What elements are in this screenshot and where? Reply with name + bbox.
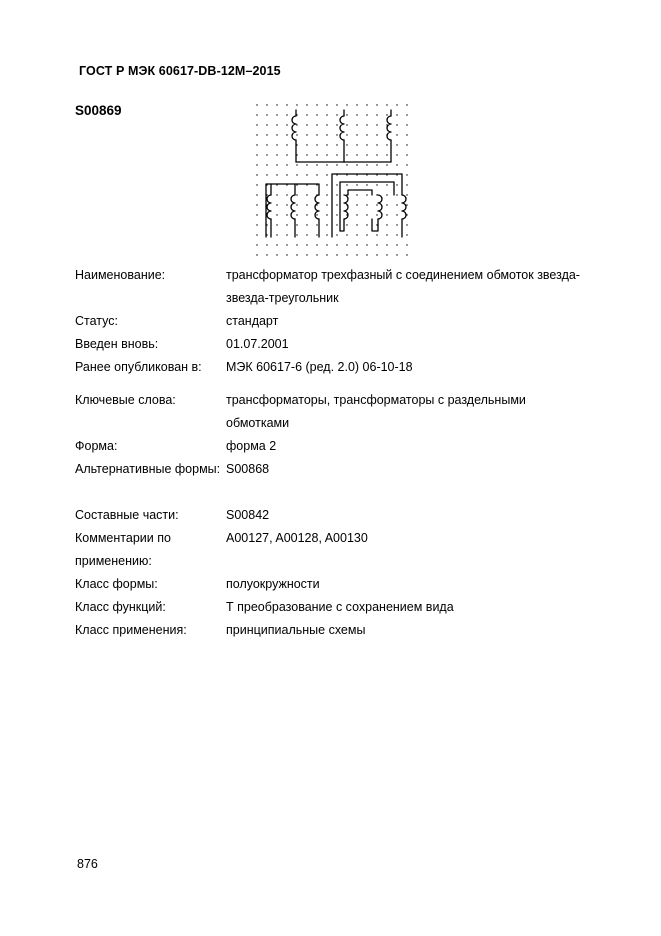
field-label: Альтернативные формы:: [75, 462, 221, 476]
field-value: S00868: [226, 462, 270, 476]
field-label: Комментарии по применению:: [75, 531, 171, 568]
field-value: трансформаторы, трансформаторы с раздельными обмотками: [226, 393, 526, 430]
field-label: Статус:: [75, 314, 118, 328]
field-value: 01.07.2001: [226, 337, 289, 351]
field-value: A00127, A00128, A00130: [226, 531, 368, 545]
page-number: 876: [77, 857, 98, 871]
field-label: Ключевые слова:: [75, 393, 176, 407]
field-value: стандарт: [226, 314, 279, 328]
field-label: Форма:: [75, 439, 118, 453]
field-value: форма 2: [226, 439, 277, 453]
field-label: Составные части:: [75, 508, 179, 522]
field-value: полуокружности: [226, 577, 320, 591]
field-label: Введен вновь:: [75, 337, 159, 351]
field-value: МЭК 60617-6 (ред. 2.0) 06-10-18: [226, 360, 413, 374]
field-value: Т преобразование с сохранением вида: [226, 600, 454, 614]
field-value: S00842: [226, 508, 270, 522]
field-label: Ранее опубликован в:: [75, 360, 202, 374]
field-label: Наименование:: [75, 268, 166, 282]
field-label: Класс функций:: [75, 600, 166, 614]
transformer-symbol-diagram: [254, 100, 412, 260]
symbol-code: S00869: [75, 103, 122, 118]
field-label: Класс формы:: [75, 577, 158, 591]
field-value: принципиальные схемы: [226, 623, 366, 637]
document-header: ГОСТ Р МЭК 60617-DB-12M–2015: [79, 64, 281, 78]
field-label: Класс применения:: [75, 623, 187, 637]
field-value: трансформатор трехфазный с соединением обмоток звезда-звезда-треугольник: [226, 268, 580, 305]
